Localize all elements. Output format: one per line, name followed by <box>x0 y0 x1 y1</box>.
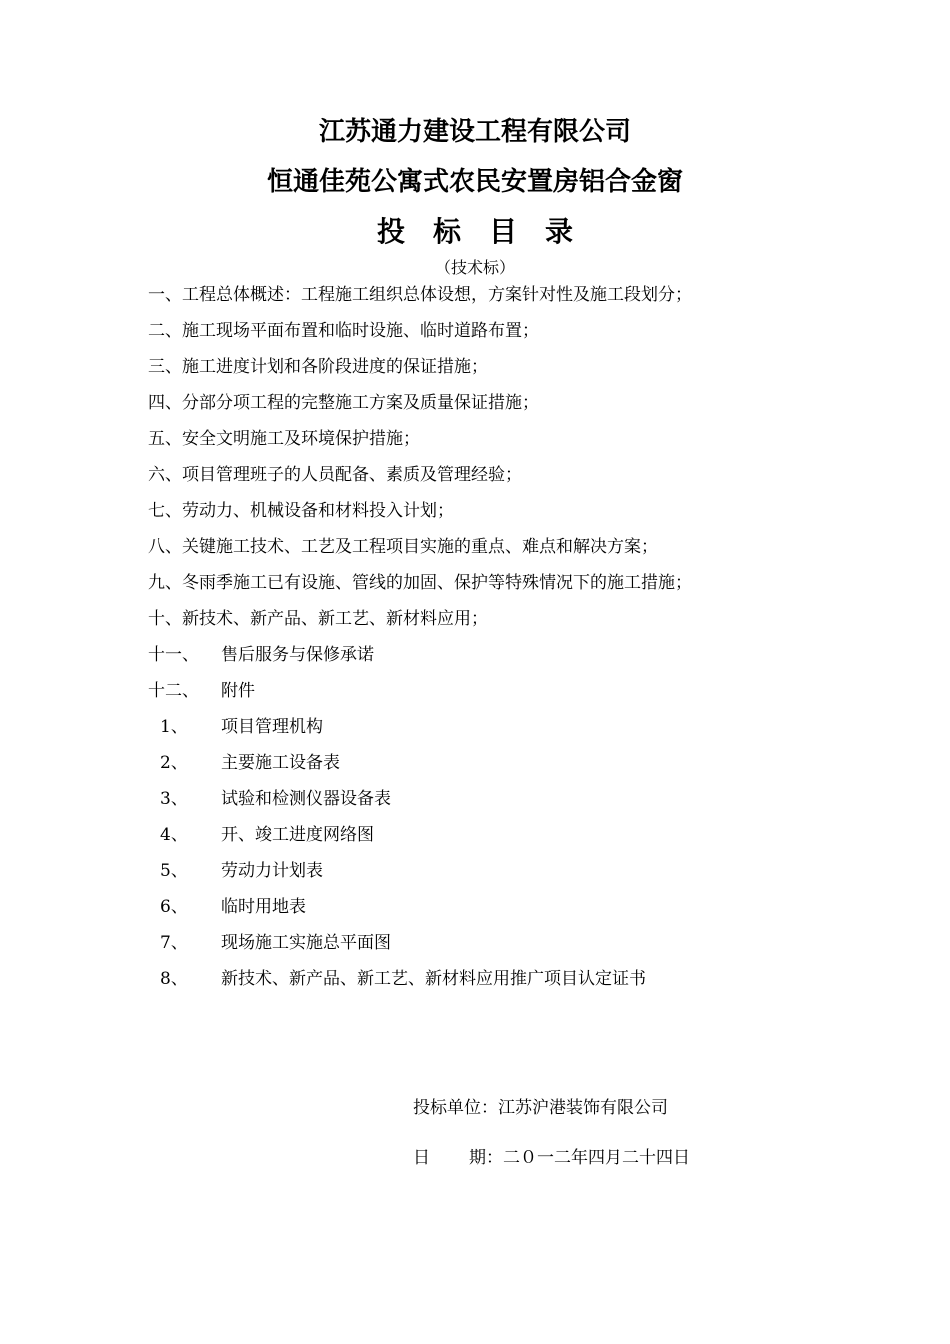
attachment-item <box>148 961 928 997</box>
attachment-number: 6、 <box>160 897 188 917</box>
attachment-text: 现场施工实施总平面图 <box>221 933 391 953</box>
attachment-text: 试验和检测仪器设备表 <box>221 789 391 809</box>
date-line <box>413 1146 690 1170</box>
toc-item <box>148 313 928 349</box>
date-label-rest: 期： <box>469 1148 503 1168</box>
date-value: 二０一二年四月二十四日 <box>503 1148 690 1168</box>
toc-item <box>148 457 928 493</box>
toc-item <box>148 385 928 421</box>
toc-item-text: 分部分项工程的完整施工方案及质量保证措施； <box>182 393 539 413</box>
attachment-number: 1、 <box>160 717 188 737</box>
document-title: 投标目录 <box>376 215 601 248</box>
attachment-item <box>148 745 928 781</box>
attachment-number: 7、 <box>160 933 188 953</box>
toc-item-number: 二、 <box>148 321 182 341</box>
attachment-text: 项目管理机构 <box>221 717 323 737</box>
toc-item <box>148 349 928 385</box>
toc-item-text: 工程总体概述：工程施工组织总体设想，方案针对性及施工段划分； <box>182 285 692 305</box>
attachment-text: 新技术、新产品、新工艺、新材料应用推广项目认定证书 <box>221 969 646 989</box>
bidder-label: 投标单位： <box>413 1098 498 1118</box>
toc-item-number: 四、 <box>148 393 182 413</box>
attachment-number: 5、 <box>160 861 188 881</box>
toc-item-text: 劳动力、机械设备和材料投入计划； <box>182 501 454 521</box>
toc-item-number: 十一、 <box>148 645 199 665</box>
toc-item-number: 八、 <box>148 537 182 557</box>
toc-item-text: 项目管理班子的人员配备、素质及管理经验； <box>182 465 522 485</box>
toc-item <box>148 529 928 565</box>
attachment-item <box>148 853 928 889</box>
toc-item-text: 冬雨季施工已有设施、管线的加固、保护等特殊情况下的施工措施； <box>182 573 692 593</box>
toc-item <box>148 421 928 457</box>
toc-item-number: 一、 <box>148 285 182 305</box>
table-of-contents <box>148 277 928 997</box>
attachment-item <box>148 709 928 745</box>
attachment-number: 2、 <box>160 753 188 773</box>
attachment-number: 4、 <box>160 825 188 845</box>
attachment-text: 临时用地表 <box>221 897 306 917</box>
toc-item-number: 十二、 <box>148 681 199 701</box>
attachment-item <box>148 889 928 925</box>
bidder-line <box>413 1096 668 1120</box>
attachment-number: 8、 <box>160 969 188 989</box>
toc-item-text: 附件 <box>221 681 255 701</box>
toc-item <box>148 565 928 601</box>
toc-item <box>148 637 928 673</box>
toc-item-number: 三、 <box>148 357 182 377</box>
toc-item-number: 九、 <box>148 573 182 593</box>
attachment-text: 开、竣工进度网络图 <box>221 825 374 845</box>
toc-item-number: 七、 <box>148 501 182 521</box>
document-subtitle: （技术标） <box>434 258 515 277</box>
toc-item-number: 五、 <box>148 429 182 449</box>
toc-item <box>148 493 928 529</box>
toc-item-number: 十、 <box>148 609 182 629</box>
toc-item-text: 施工进度计划和各阶段进度的保证措施； <box>182 357 488 377</box>
toc-item <box>148 673 928 709</box>
attachment-text: 主要施工设备表 <box>221 753 340 773</box>
company-name: 江苏通力建设工程有限公司 <box>318 117 631 147</box>
toc-item-text: 售后服务与保修承诺 <box>221 645 374 665</box>
attachment-text: 劳动力计划表 <box>221 861 323 881</box>
toc-item <box>148 601 928 637</box>
attachment-number: 3、 <box>160 789 188 809</box>
toc-item-text: 施工现场平面布置和临时设施、临时道路布置； <box>182 321 539 341</box>
toc-item-text: 新技术、新产品、新工艺、新材料应用； <box>182 609 488 629</box>
toc-item <box>148 277 928 313</box>
project-name: 恒通佳苑公寓式农民安置房铝合金窗 <box>266 167 683 197</box>
date-label-first-char: 日 <box>413 1148 430 1168</box>
bidder-value: 江苏沪港装饰有限公司 <box>498 1098 668 1118</box>
attachment-item <box>148 817 928 853</box>
toc-item-text: 安全文明施工及环境保护措施； <box>182 429 420 449</box>
toc-item-number: 六、 <box>148 465 182 485</box>
attachment-item <box>148 925 928 961</box>
attachment-item <box>148 781 928 817</box>
toc-item-text: 关键施工技术、工艺及工程项目实施的重点、难点和解决方案； <box>182 537 658 557</box>
